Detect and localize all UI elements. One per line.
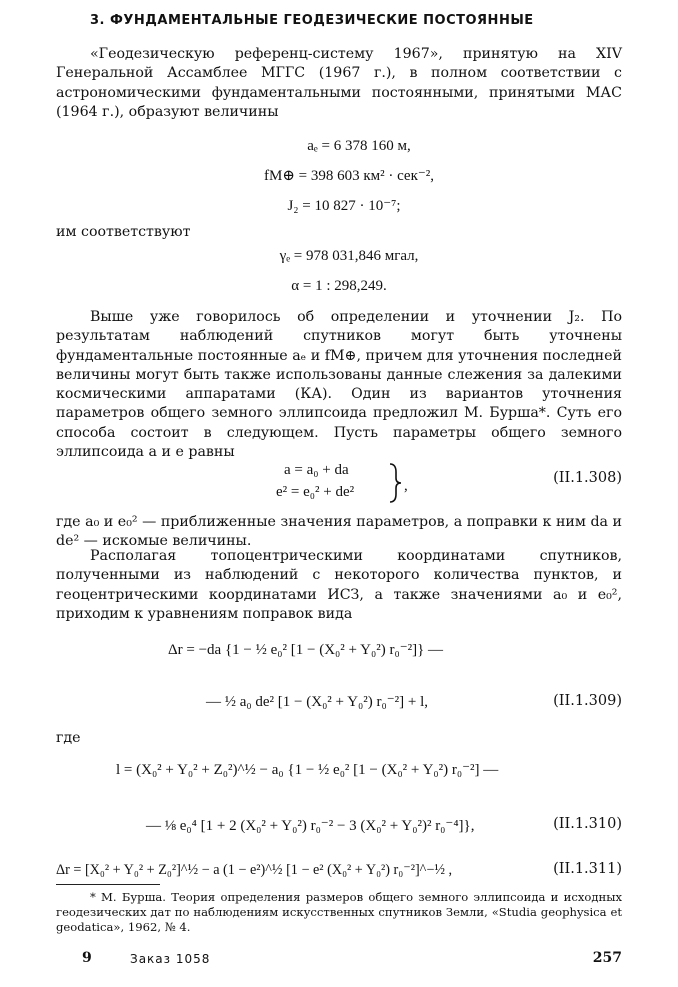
equation-number-311: (II.1.311)	[553, 861, 622, 877]
printing-order: Заказ 1058	[130, 952, 211, 966]
equation-gamma: γₑ = 978 031,846 мгал,	[279, 248, 419, 264]
footnote: * М. Бурша. Теория определения размеров общего земного эллипсоида и исходных геодезических дат по наблюдениям искусственных спутников Земли, «Studia geophysica et geodatica», 1962, № 4.	[56, 890, 622, 934]
footnote-rule	[56, 884, 160, 885]
equation-308-line2: e² = e₀² + de²	[276, 484, 355, 500]
equation-309-line2: — ½ a₀ de² [1 − (X₀² + Y₀²) r₀⁻²] + l,	[206, 694, 429, 710]
equation-fm: fM⊕ = 398 603 км² · сек⁻²,	[263, 168, 435, 184]
paragraph-definitions: где a₀ и e₀² — приближенные значения параметров, а поправки к ним da и de² — искомые величины.	[56, 514, 622, 550]
equation-308-line1: a = a₀ + da	[284, 462, 349, 478]
equation-alpha: α = 1 : 298,249.	[291, 278, 387, 294]
section-heading: 3. ФУНДАМЕНТАЛЬНЫЕ ГЕОДЕЗИЧЕСКИЕ ПОСТОЯННЫЕ	[90, 13, 534, 28]
book-page	[56, 0, 622, 987]
paragraph-equations-intro: Располагая топоцентрическими координатами спутников, полученными из наблюдений с некоторого количества пунктов, и геоцентрическими координатами ИСЗ, а также значениями a₀ и e₀², приходим к уравнениям поправок вида	[56, 548, 622, 622]
signature-mark: 9	[82, 950, 92, 966]
paragraph-intro: «Геодезическую референц-систему 1967», принятую на XIV Генеральной Ассамблее МГГС (1967 г.), в полном соответствии с астрономическими фундаментальными постоянными, принятыми МАС (1964 г.), образуют величины	[56, 46, 622, 120]
equation-number-308: (II.1.308)	[553, 470, 622, 486]
equation-311: Δr = [X₀² + Y₀² + Z₀²]^½ − a (1 − e²)^½ [1 − e² (X₀² + Y₀²) r₀⁻²]^−½ ,	[56, 862, 453, 878]
brace-right-icon	[386, 462, 416, 504]
equation-310-line2: — ⅛ e₀⁴ [1 + 2 (X₀² + Y₀²) r₀⁻² − 3 (X₀² + Y₀²)² r₀⁻⁴]},	[146, 818, 475, 834]
equation-number-310: (II.1.310)	[553, 816, 622, 832]
paragraph-method: Выше уже говорилось об определении и уточнении J₂. По результатам наблюдений спутников могут быть уточнены фундаментальные постоянные aₑ и fM⊕, причем для уточнения последней величины могут быть также использованы данные слежения за далекими космическими аппаратами (КА). Один из вариантов уточнения параметров общего земного эллипсоида предложил М. Бурша*. Суть его способа состоит в следующем. Пусть параметры общего земного эллипсоида a и e равны	[56, 309, 622, 461]
label-correspond: им соответствуют	[56, 224, 191, 240]
equation-j2: J₂ = 10 827 · 10⁻⁷;	[287, 198, 401, 214]
equation-ae: aₑ = 6 378 160 м,	[307, 138, 411, 154]
svg-text:,: ,	[404, 478, 408, 494]
equation-310-line1: l = (X₀² + Y₀² + Z₀²)^½ − a₀ {1 − ½ e₀² [1 − (X₀² + Y₀²) r₀⁻²] —	[116, 762, 499, 778]
label-where: где	[56, 730, 81, 746]
equation-number-309: (II.1.309)	[553, 693, 622, 709]
equation-309-line1: Δr = −da {1 − ½ e₀² [1 − (X₀² + Y₀²) r₀⁻²]} —	[168, 642, 444, 658]
page-number: 257	[592, 950, 622, 966]
